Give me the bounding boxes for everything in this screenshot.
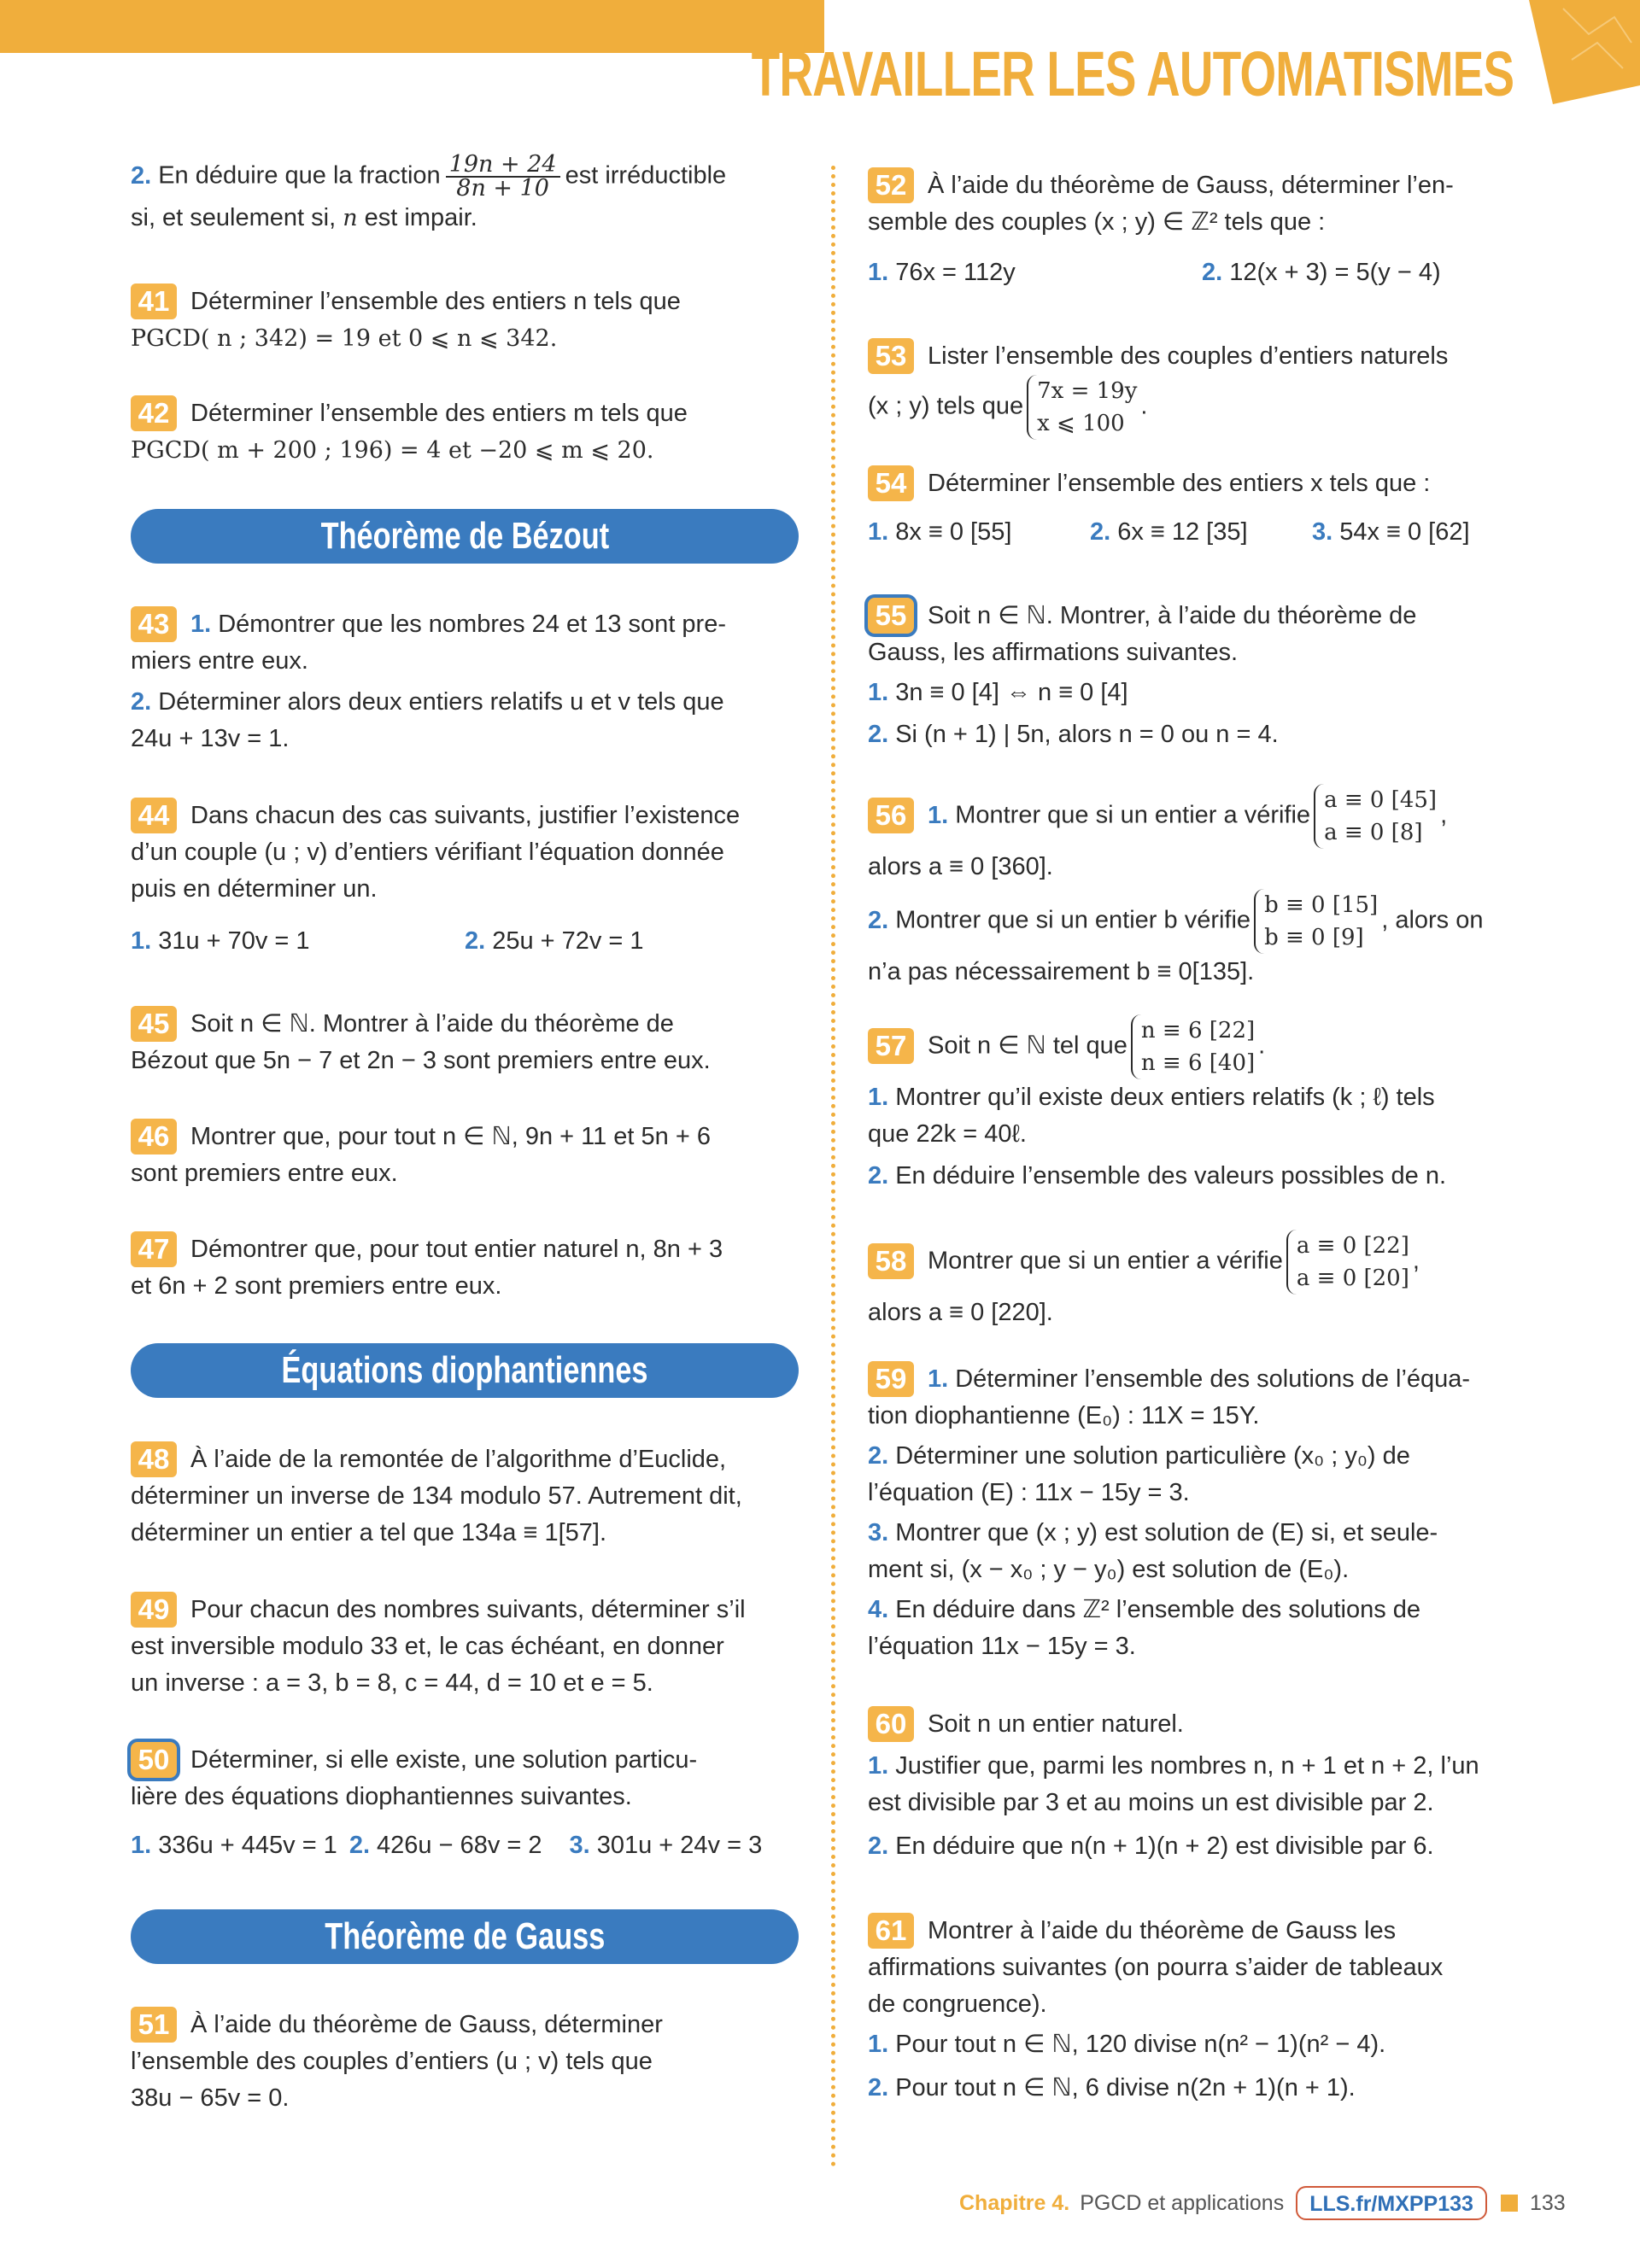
exercise-51: 51 À l’aide du théorème de Gauss, déterminer l’ensemble des couples d’entiers (u ; v) tels que 38u − 65v = 0. [131,2008,663,2112]
exercise-number: 60 [868,1706,914,1742]
corner-decoration [1529,0,1640,104]
exercise-number: 52 [868,167,914,203]
congruence-system: a ≡ 0 [45] a ≡ 0 [8] [1314,784,1437,849]
equation-system: 7x = 19y x ⩽ 100 [1027,375,1137,440]
exercise-43: 43 1. Démontrer que les nombres 24 et 13 sont pre- miers entre eux. 2. Déterminer alors deux entiers relatifs u et v tels que 24u + 13v = 1. [131,608,726,752]
exercise-57: 57 Soit n ∈ ℕ tel que n ≡ 6 [22] n ≡ 6 [40] . 1. Montrer qu’il existe deux entiers relatifs (k ; ℓ) tels que 22k = 40ℓ. 2. En déduire l’ensemble des valeurs possibles de n. [868,1014,1543,1195]
exercise-number: 53 [868,338,914,374]
exercise-56: 56 1. Montrer que si un entier a vérifie a ≡ 0 [45] a ≡ 0 [8] , alors a ≡ 0 [360]. 2. Montrer que si un entier b vérifie b ≡ 0 [15] b ≡ 0 [9] , alors on n’a pas nécessairement b ≡ 0[135]. [868,784,1543,991]
exercise-number: 48 [131,1441,177,1477]
exercise-41: 41 Déterminer l’ensemble des entiers n tels que PGCD( n ; 342) = 19 et 0 ⩽ n ⩽ 342. [131,285,681,352]
header-bar [0,0,824,53]
section-banner-bezout: Théorème de Bézout [131,509,799,564]
exercise-number: 41 [131,284,177,319]
exercise-number-highlighted: 50 [131,1742,177,1778]
exercise-52: 52 À l’aide du théorème de Gauss, déterminer l’en- semble des couples (x ; y) ∈ ℤ² tels que : 1. 76x = 112y 2. 12(x + 3) = 5(y − 4) [868,169,1454,286]
exercise-55: 55 Soit n ∈ ℕ. Montrer, à l’aide du théorème de Gauss, les affirmations suivantes. 1. 3n ≡ 0 [4] ⇔ n ≡ 0 [4] 2. Si (n + 1) | 5n, alors n = 0 ou n = 4. [868,599,1417,748]
exercise-number: 47 [131,1231,177,1267]
exercise-number: 57 [868,1028,914,1064]
exercise-number: 51 [131,2007,177,2043]
column-divider [831,166,835,2168]
exercise-number: 44 [131,798,177,833]
exercise-54: 54 Déterminer l’ensemble des entiers x tels que : 1. 8x ≡ 0 [55] 2. 6x ≡ 12 [35] 3. 54x ≡ 0 [62] [868,467,1470,546]
exercise-number: 54 [868,465,914,501]
exercise-61: 61 Montrer à l’aide du théorème de Gauss les affirmations suivantes (on pourra s’aider de tableaux de congruence). 1. Pour tout n ∈ ℕ, 120 divise n(n² − 1)(n² − 4). 2. Pour tout n ∈ ℕ, 6 divise n(2n + 1)(n + 1). [868,1914,1444,2101]
exercise-48: 48 À l’aide de la remontée de l’algorithme d’Euclide, déterminer un inverse de 134 modulo 57. Autrement dit, déterminer un entier a tel que 134a ≡ 1[57]. [131,1443,742,1546]
page-footer [959,2184,1566,2222]
exercise-number: 56 [868,798,914,833]
exercise-number-highlighted: 55 [868,598,914,634]
exercise-45: 45 Soit n ∈ ℕ. Montrer à l’aide du théorème de Bézout que 5n − 7 et 2n − 3 sont premiers entre eux. [131,1008,711,1074]
exercise-number: 59 [868,1361,914,1397]
congruence-system: b ≡ 0 [15] b ≡ 0 [9] [1254,889,1378,954]
section-banner-gauss: Théorème de Gauss [131,1909,799,1964]
chapter-label: Chapitre 4. [959,2190,1070,2215]
exercise-number: 46 [131,1119,177,1154]
exercise-number: 42 [131,395,177,431]
exercise-46: 46 Montrer que, pour tout n ∈ ℕ, 9n + 11 et 5n + 6 sont premiers entre eux. [131,1120,711,1187]
exercise-number: 49 [131,1592,177,1628]
exercise-number: 58 [868,1243,914,1279]
exercise-number: 61 [868,1913,914,1949]
exercise-number: 45 [131,1006,177,1042]
exercise-60: 60 Soit n un entier naturel. 1. Justifier que, parmi les nombres n, n + 1 et n + 2, l’un est divisible par 3 et au moins un est divisible par 2. 2. En déduire que n(n + 1)(n + 2) est divisible par 6. [868,1708,1479,1860]
fraction: $\frac{19n + 24}{8n + 10}$ [446,154,560,200]
chapter-title: PGCD et applications [1080,2190,1285,2215]
page-number: 133 [1529,2190,1566,2215]
congruence-system: a ≡ 0 [22] a ≡ 0 [20] [1286,1230,1409,1295]
exercise-58: 58 Montrer que si un entier a vérifie a ≡ 0 [22] a ≡ 0 [20] , alors a ≡ 0 [220]. [868,1230,1543,1331]
exercise-40-part: 2. En déduire que la fraction $\frac{19n + 24}{8n + 10}$ est irréductible si, et seulement si, n est impair. [131,151,727,231]
page-title: TRAVAILLER LES AUTOMATISMES [751,38,1514,109]
exercise-50: 50 Déterminer, si elle existe, une solution particu- lière des équations diophantiennes suivantes. 1. 336u + 445v = 1 2. 426u − 68v = 2 3. 301u + 24v = 3 [131,1744,763,1859]
exercise-number: 43 [131,606,177,642]
exercise-47: 47 Démontrer que, pour tout entier naturel n, 8n + 3 et 6n + 2 sont premiers entre eux. [131,1233,723,1300]
square-marker-icon [1501,2195,1518,2212]
exercise-44: 44 Dans chacun des cas suivants, justifier l’existence d’un couple (u ; v) d’entiers vérifiant l’équation donnée puis en déterminer un. 1. 31u + 70v = 1 2. 25u + 72v = 1 [131,799,741,955]
congruence-system: n ≡ 6 [22] n ≡ 6 [40] [1131,1014,1255,1079]
resource-link[interactable]: LLS.fr/MXPP133 [1296,2186,1487,2220]
exercise-53: 53 Lister l’ensemble des couples d’entiers naturels (x ; y) tels que 7x = 19y x ⩽ 100 . [868,338,1543,440]
exercise-42: 42 Déterminer l’ensemble des entiers m tels que PGCD( m + 200 ; 196) = 4 et −20 ⩽ m ⩽ 20. [131,397,688,464]
section-banner-diophantine: Équations diophantiennes [131,1343,799,1398]
exercise-59: 59 1. Déterminer l’ensemble des solutions de l’équa- tion diophantienne (E₀) : 11X = 15Y. 2. Déterminer une solution particulière (x₀ ; y₀) de l’équation (E) : 11x − 15y = 3. 3. Montrer que (x ; y) est solution de (E) si, et seule- ment si, (x − x₀ ; y − y₀) est solution de (E₀). 4. En déduire dans ℤ² l’ensemble des solutions de l’équation 11x − 15y = 3. [868,1363,1471,1660]
exercise-49: 49 Pour chacun des nombres suivants, déterminer s’il est inversible modulo 33 et, le cas échéant, en donner un inverse : a = 3, b = 8, c = 44, d = 10 et e = 5. [131,1593,746,1697]
